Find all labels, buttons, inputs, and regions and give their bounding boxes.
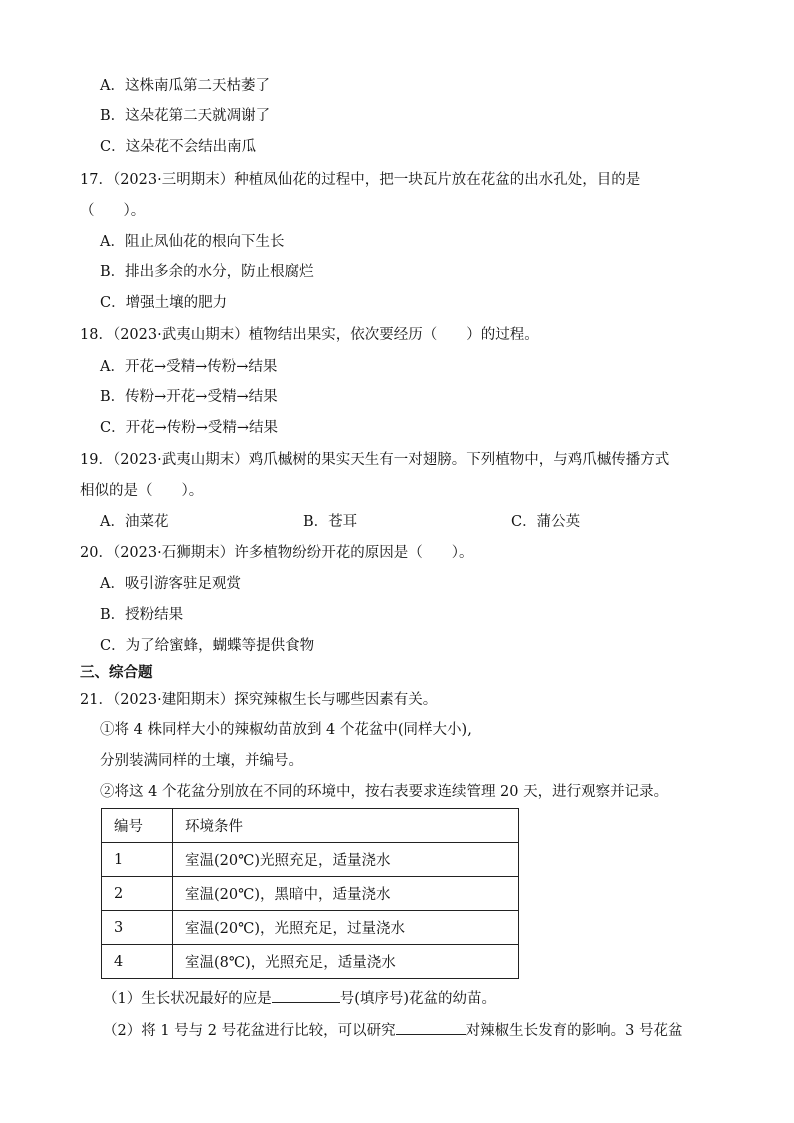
q19-option-b: B．苍耳 xyxy=(303,514,358,530)
q18-option-a: A．开花→受精→传粉→结果 xyxy=(100,359,278,375)
q17-stem-line2: （ ）。 xyxy=(80,203,146,219)
table-row xyxy=(102,911,519,945)
section-title: 三、综合题 xyxy=(80,665,153,681)
q17-option-a: A．阻止凤仙花的根向下生长 xyxy=(100,234,285,250)
q20-option-b: B．授粉结果 xyxy=(100,607,184,623)
q19-stem-line2: 相似的是（ ）。 xyxy=(80,483,204,499)
q21-stem: 21．（2023·建阳期末）探究辣椒生长与哪些因素有关。 xyxy=(80,692,438,708)
table-cell: 室温(20℃)，黑暗中，适量浇水 xyxy=(173,877,519,911)
q20-stem: 20．（2023·石狮期末）许多植物纷纷开花的原因是（ ）。 xyxy=(80,545,474,561)
q18-option-b: B．传粉→开花→受精→结果 xyxy=(100,389,278,405)
q16-option-b: B．这朵花第二天就凋谢了 xyxy=(100,108,271,124)
q17-stem-line1: 17．（2023·三明期末）种植凤仙花的过程中，把一块瓦片放在花盆的出水孔处，目的是 xyxy=(80,172,641,188)
table-cell: 室温(8℃)，光照充足，适量浇水 xyxy=(173,945,519,979)
q21-sub2-suffix: 对辣椒生长发育的影响。3 号花盆 xyxy=(465,1023,683,1039)
q21-sub2-prefix: （2）将 1 号与 2 号花盆进行比较，可以研究 xyxy=(103,1023,396,1039)
q17-option-b: B．排出多余的水分，防止根腐烂 xyxy=(100,264,314,280)
q19-stem-line1: 19．（2023·武夷山期末）鸡爪槭树的果实天生有一对翅膀。下列植物中，与鸡爪槭传播方式 xyxy=(80,452,670,468)
answer-blank-1[interactable] xyxy=(272,988,340,1003)
q21-sub1-suffix: 号(填序号)花盆的幼苗。 xyxy=(339,991,497,1007)
q18-option-c: C．开花→传粉→受精→结果 xyxy=(100,420,279,436)
q19-option-a: A．油菜花 xyxy=(100,514,169,530)
q17-option-c: C．增强土壤的肥力 xyxy=(100,295,228,311)
q21-sub1 xyxy=(103,988,496,1009)
q20-option-a: A．吸引游客驻足观赏 xyxy=(100,576,241,592)
q21-step1-line2: 分别装满同样的土壤，并编号。 xyxy=(100,753,303,769)
table-header-cell: 环境条件 xyxy=(173,809,519,843)
table-header-cell: 编号 xyxy=(102,809,173,843)
q21-sub1-prefix: （1）生长状况最好的应是 xyxy=(103,991,272,1007)
table-row xyxy=(102,945,519,979)
environment-table xyxy=(101,808,519,979)
table-cell: 1 xyxy=(102,843,173,877)
table-cell: 3 xyxy=(102,911,173,945)
q19-option-c: C．蒲公英 xyxy=(511,514,581,530)
q21-sub2 xyxy=(103,1020,682,1041)
table-cell: 室温(20℃)，光照充足，过量浇水 xyxy=(173,911,519,945)
q21-step2: ②将这 4 个花盆分别放在不同的环境中，按右表要求连续管理 20 天，进行观察并记录。 xyxy=(100,784,669,800)
q16-option-c: C．这朵花不会结出南瓜 xyxy=(100,139,257,155)
answer-blank-2[interactable] xyxy=(396,1020,466,1035)
q18-stem: 18．（2023·武夷山期末）植物结出果实，依次要经历（ ）的过程。 xyxy=(80,327,539,343)
table-row xyxy=(102,843,519,877)
table-cell: 室温(20℃)光照充足，适量浇水 xyxy=(173,843,519,877)
table-cell: 2 xyxy=(102,877,173,911)
q21-step1-line1: ①将 4 株同样大小的辣椒幼苗放到 4 个花盆中(同样大小), xyxy=(100,722,472,738)
table-header-row xyxy=(102,809,519,843)
q20-option-c: C．为了给蜜蜂，蝴蝶等提供食物 xyxy=(100,638,315,654)
table-row xyxy=(102,877,519,911)
q16-option-a: A．这株南瓜第二天枯萎了 xyxy=(100,78,270,94)
table-cell: 4 xyxy=(102,945,173,979)
